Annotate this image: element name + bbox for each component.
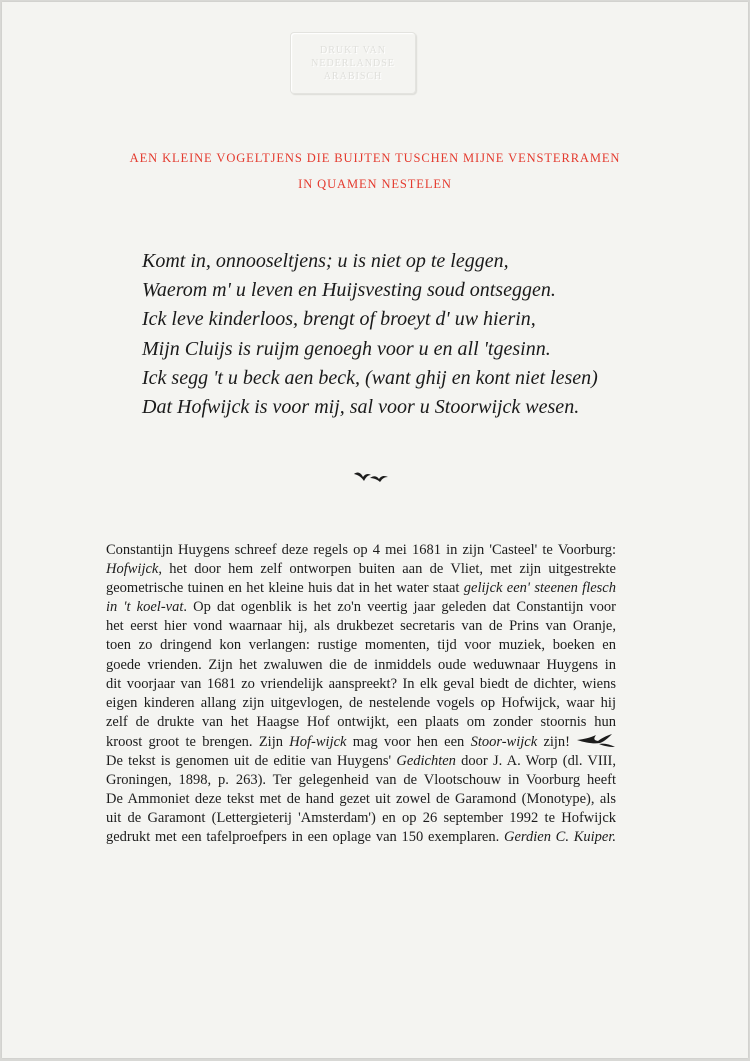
poem-line: Waerom m' u leven en Huijsvesting soud ontseggen.	[142, 279, 556, 302]
prose-line: het eerst hier vond waarnaar hij, als drukbezet secretaris van de Prins van Oranje,	[106, 618, 616, 635]
prose-line: Constantijn Huygens schreef deze regels op 4 mei 1681 in zijn 'Casteel' te Voorburg:	[106, 542, 616, 558]
poem-line: Dat Hofwijck is voor mij, sal voor u Stoorwijck wesen.	[142, 396, 580, 419]
colophon-text	[106, 541, 616, 848]
prose-line: Groningen, 1898, p. 263). Ter gelegenheid van de Vlootschouw in Voorburg heeft	[106, 772, 616, 789]
prose-line: Hofwijck, het door hem zelf ontworpen buiten aan de Vliet, met zijn uitgestrekte	[106, 561, 616, 578]
embossed-stamp	[290, 32, 416, 94]
prose-line: toen zo dringend kon verlangen: rustige momenten, tijd voor muziek, boeken en	[106, 637, 616, 654]
prose-line: dit voorjaar van 1681 zo vriendelijk aanspreekt? In elk geval biedt de dichter, wiens	[106, 675, 616, 692]
prose-line: uit de Garamont (Lettergieterij 'Amsterdam') en op 26 september 1992 te Hofwijck	[106, 810, 616, 827]
poem	[142, 247, 598, 422]
prose-line: De tekst is genomen uit de editie van Huygens' Gedichten door J. A. Worp (dl. VIII,	[106, 753, 617, 770]
emboss-line: ARABISCH	[323, 70, 383, 82]
prose-line: De Ammoniet deze tekst met de hand gezet uit zowel de Garamond (Monotype), als	[106, 791, 616, 808]
prose-line: zelf de drukte van het Haagse Hof ontwijkt, een plaats om zonder stoornis hun	[106, 713, 616, 730]
birds-in-flight-icon	[353, 468, 389, 486]
poem-line: Ick segg 't u beck aen beck, (want ghij en kont niet lesen)	[142, 366, 598, 389]
prose-line: goede vrienden. Zijn het zwaluwen die de inmiddels oude weduwnaar Huygens in	[106, 656, 616, 673]
paper-sheet	[2, 2, 748, 1058]
poem-title	[62, 145, 688, 197]
poem-line: Komt in, onnooseltjens; u is niet op te leggen,	[142, 250, 509, 272]
emboss-line: DRUKT VAN	[320, 44, 386, 56]
poem-line: Ick leve kinderloos, brengt of broeyt d' uw hierin,	[142, 308, 536, 331]
poem-line: Mijn Cluijs is ruijm genoegh voor u en all 'tgesinn.	[142, 337, 551, 360]
signature: Gerdien C. Kuiper.	[503, 829, 616, 846]
prose-line: in 't koel-vat. Op dat ogenblik is het zo'n veertig jaar geleden dat Constantijn voor	[106, 599, 617, 616]
title-line: AEN KLEINE VOGELTJENS DIE BUIJTEN TUSCHEN MIJNE VENSTERRAMEN	[129, 151, 621, 165]
prose-line: gedrukt met een tafelproefpers in een oplage van 150 exemplaren. Gerdien C. Kuiper.	[106, 829, 616, 846]
prose-line: kroost groot te brengen. Zijn Hof-wijck mag voor hen een Stoor-wijck zijn!	[106, 732, 616, 752]
swallows-icon	[576, 732, 616, 748]
emboss-line: NEDERLANDSE	[311, 57, 395, 69]
title-line: IN QUAMEN NESTELEN	[298, 177, 452, 191]
prose-line: geometrische tuinen en het kleine huis dat in het water staat gelijck een' steenen flesch	[106, 580, 616, 597]
prose-line: eigen kinderen allang zijn uitgevlogen, de nestelende vogels op Hofwijck, waar hij	[106, 694, 616, 711]
